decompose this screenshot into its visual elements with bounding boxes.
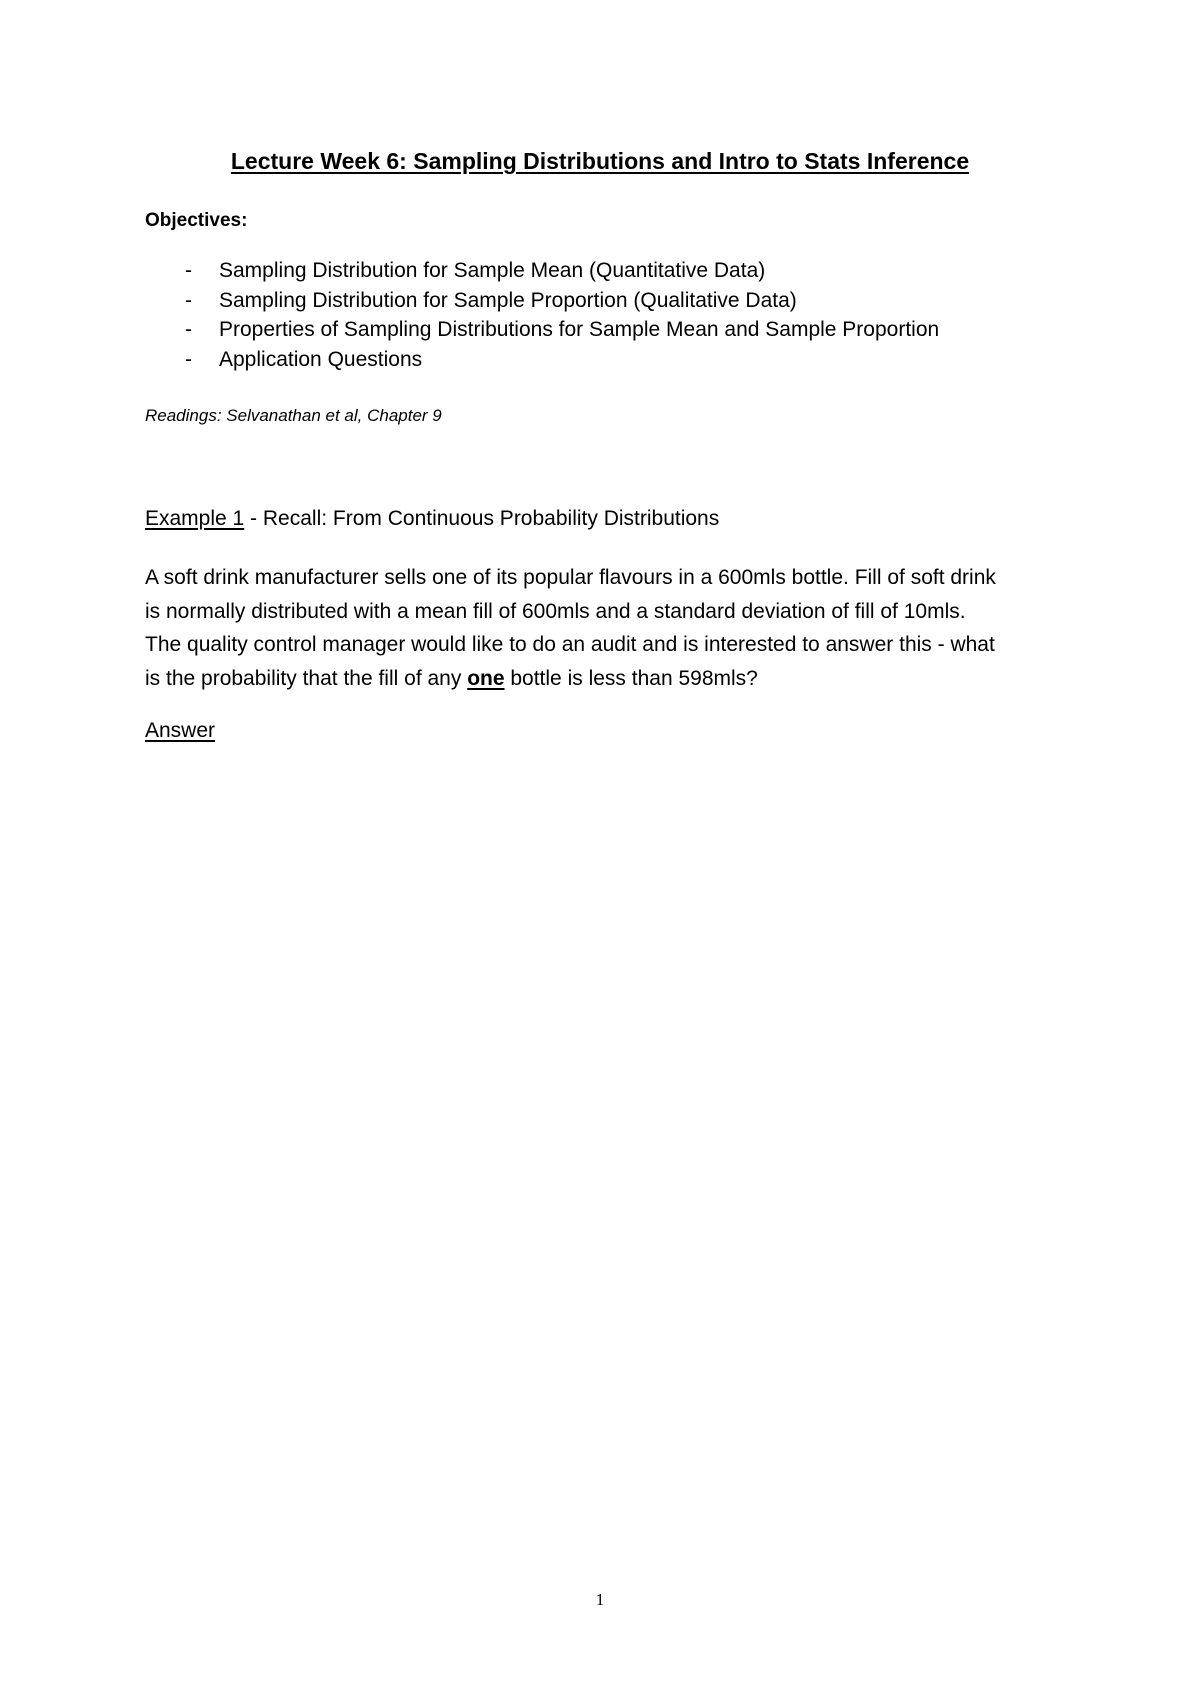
objective-text: Sampling Distribution for Sample Mean (Quantitative Data) — [219, 259, 766, 282]
example-question — [145, 561, 1065, 695]
page-number: 1 — [595, 1590, 605, 1609]
example-heading — [145, 507, 719, 531]
question-line — [145, 662, 1065, 696]
example-subtitle: - Recall: From Continuous Probability Distributions — [244, 507, 720, 530]
list-dash: - — [185, 288, 192, 312]
readings-note: Readings: Selvanathan et al, Chapter 9 — [145, 406, 442, 425]
objective-text: Properties of Sampling Distributions for Sample Mean and Sample Proportion — [219, 318, 940, 341]
list-item — [145, 315, 939, 345]
list-item — [145, 345, 939, 375]
list-item — [145, 286, 939, 316]
question-line: A soft drink manufacturer sells one of its popular flavours in a 600mls bottle. Fill of soft drink — [145, 566, 996, 589]
objective-text: Application Questions — [219, 347, 423, 371]
list-dash: - — [185, 259, 192, 282]
question-line: The quality control manager would like to do an audit and is interested to answer this - what — [145, 633, 995, 656]
list-item — [145, 256, 939, 286]
list-dash: - — [185, 318, 192, 341]
page-title: Lecture Week 6: Sampling Distributions and Intro to Stats Inference — [230, 148, 970, 174]
objectives-heading: Objectives: — [145, 210, 248, 231]
objective-text: Sampling Distribution for Sample Proportion (Qualitative Data) — [219, 288, 797, 312]
question-text: bottle is less than 598mls? — [504, 666, 758, 690]
objectives-list — [145, 256, 939, 374]
question-line: is normally distributed with a mean fill of 600mls and a standard deviation of fill of 10mls. — [145, 599, 966, 623]
emphasis-one: one — [467, 666, 505, 690]
list-dash: - — [185, 347, 192, 371]
question-text: is the probability that the fill of any — [145, 666, 468, 690]
example-label: Example 1 — [145, 507, 245, 530]
answer-heading: Answer — [145, 719, 216, 742]
